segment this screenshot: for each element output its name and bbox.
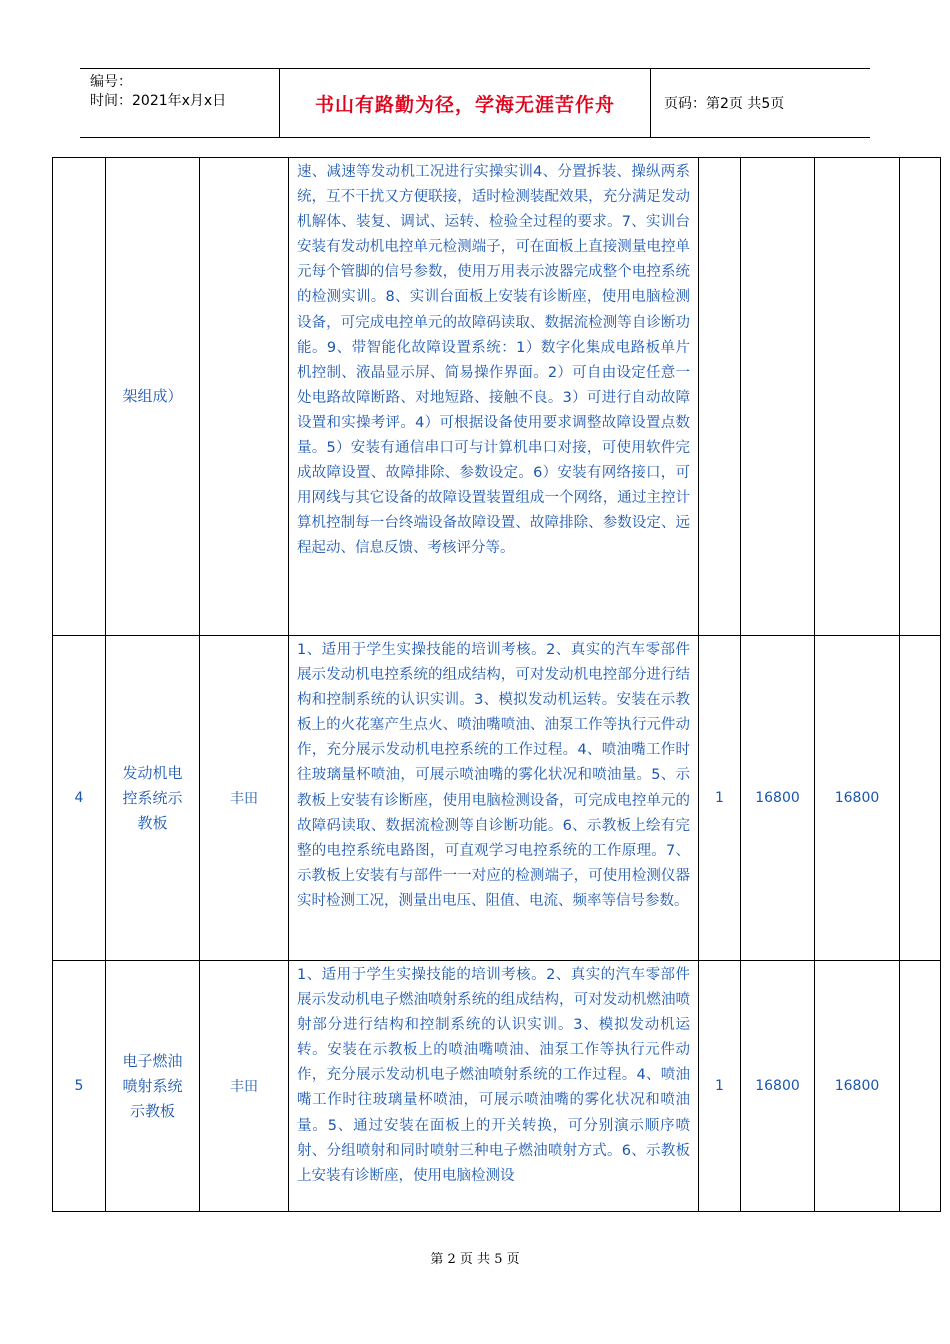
row-description: 1、适用于学生实操技能的培训考核。2、真实的汽车零部件展示发动机电控系统的组成结构，可对发动机电控部分进行结构和控制系统的认识实训。3、模拟发动机运转。安装在示教板上的火花塞产生点火、喷油嘴喷油、油泵工作等执行元件动作，充分展示发动机电控系统的工作过程。4、喷油嘴工作时往玻璃量杯喷油，可展示喷油嘴的雾化状况和喷油量。5、示教板上安装有诊断座，使用电脑检测设备，可完成电控单元的故障码读取、数据流检测等自诊断功能。6、示教板上绘有完整的电控系统电路图，可直观学习电控系统的工作原理。7、示教板上安装有与部件一一对应的检测端子，可使用检测仪器实时检测工况，测量出电压、阻值、电流、频率等信号参数。 — [289, 636, 699, 961]
row-unit-price: 16800 — [741, 636, 815, 961]
page-footer: 第 2 页 共 5 页 — [430, 1252, 520, 1267]
row-note — [900, 636, 941, 961]
row-description: 速、减速等发动机工况进行实操实训4、分置拆装、操纵两系统，互不干扰又方便联接，适时检测装配效果，充分满足发动机解体、装复、调试、运转、检验全过程的要求。7、实训台安装有发动机电控单元检测端子，可在面板上直接测量电控单元每个管脚的信号参数，使用万用表示波器完成整个电控系统的检测实训。8、实训台面板上安装有诊断座，使用电脑检测设备，可完成电控单元的故障码读取、数据流检测等自诊断功能。9、带智能化故障设置系统：1）数字化集成电路板单片机控制、液晶显示屏、简易操作界面。2）可自由设定任意一处电路故障断路、对地短路、接触不良。3）可进行自动故障设置和实操考评。4）可根据设备使用要求调整故障设置点数量。5）安装有通信串口可与计算机串口对接，可使用软件完成故障设置、故障排除、参数设定。6）安装有网络接口，可用网线与其它设备的故障设置装置组成一个网络，通过主控计算机控制每一台终端设备故障设置、故障排除、参数设定、远程起动、信息反馈、考核评分等。 — [289, 158, 699, 636]
row-note — [900, 961, 941, 1212]
equipment-table — [52, 157, 941, 1212]
header-motto: 书山有路勤为径，学海无涯苦作舟 — [280, 69, 651, 137]
row-number: 5 — [53, 961, 106, 1212]
row-number: 4 — [53, 636, 106, 961]
row-name: 架组成） — [106, 158, 200, 636]
row-number — [53, 158, 106, 636]
row-unit-price — [741, 158, 815, 636]
row-unit-price: 16800 — [741, 961, 815, 1212]
row-quantity — [699, 158, 741, 636]
table-row — [53, 961, 941, 1212]
row-total: 16800 — [815, 636, 900, 961]
row-quantity: 1 — [699, 961, 741, 1212]
row-brand: 丰田 — [200, 961, 289, 1212]
header-meta — [80, 69, 280, 137]
row-brand — [200, 158, 289, 636]
table-row — [53, 636, 941, 961]
row-description: 1、适用于学生实操技能的培训考核。2、真实的汽车零部件展示发动机电子燃油喷射系统的组成结构，可对发动机燃油喷射部分进行结构和控制系统的认识实训。3、模拟发动机运转。安装在示教板上的喷油嘴喷油、油泵工作等执行元件动作，充分展示发动机电子燃油喷射系统的工作过程。4、喷油嘴工作时往玻璃量杯喷油，可展示喷油嘴的雾化状况和喷油量。5、通过安装在面板上的开关转换，可分别演示顺序喷射、分组喷射和同时喷射三种电子燃油喷射方式。6、示教板上安装有诊断座，使用电脑检测设 — [289, 961, 699, 1212]
table-row — [53, 158, 941, 636]
row-brand: 丰田 — [200, 636, 289, 961]
page-header — [80, 68, 870, 138]
row-total — [815, 158, 900, 636]
row-total: 16800 — [815, 961, 900, 1212]
number-label: 编号： — [90, 74, 132, 90]
row-name: 电子燃油喷射系统示教板 — [106, 961, 200, 1212]
time-label: 时间：2021年x月x日 — [90, 93, 227, 109]
row-note — [900, 158, 941, 636]
header-page-number: 页码：第2页 共5页 — [664, 96, 785, 112]
row-name: 发动机电控系统示教板 — [106, 636, 200, 961]
row-quantity: 1 — [699, 636, 741, 961]
